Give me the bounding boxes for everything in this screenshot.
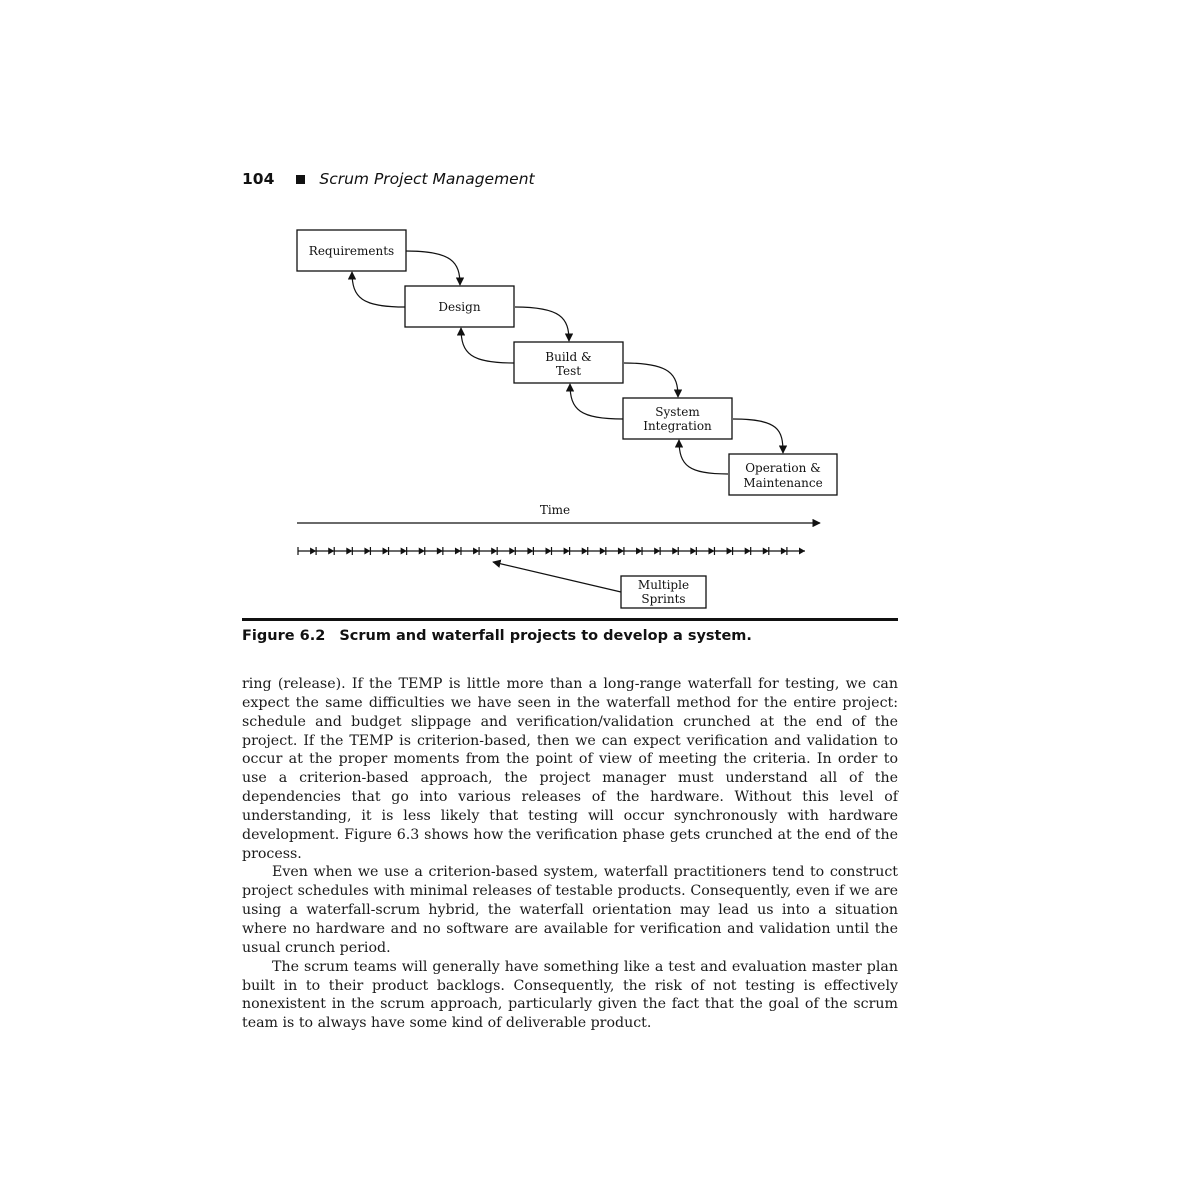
sprint-segment [769,547,787,555]
sprint-sequence [298,547,805,555]
sprint-segment [733,547,751,555]
sprint-segment [606,547,624,555]
stage-build-test-label-line1: Build & [545,350,592,364]
sprint-segment [660,547,678,555]
figure-rule [242,618,898,621]
multiple-sprints-box [621,576,706,608]
stage-integration-label-line1: System [655,405,700,419]
feedback-arrow-design-requirements [352,272,405,307]
figure-label: Figure 6.2 [242,628,326,644]
sprint-segment [479,547,497,555]
stage-operation-label-line1: Operation & [745,461,821,475]
sprint-segment [334,547,352,555]
figure-caption [242,628,752,644]
sprints-callout-arrow [493,562,621,592]
feedback-arrow-operation-integration [679,440,728,474]
sprint-segment [552,547,570,555]
stage-build-test [514,342,623,383]
forward-arrow-integration-operation [733,419,783,453]
sprint-segment [751,547,769,555]
sprint-segment [696,547,714,555]
sprint-segment [298,547,316,555]
stage-design [405,286,514,327]
stage-system-integration [623,398,732,439]
sprint-segment [443,547,461,555]
sprint-segment [570,547,588,555]
sprint-segment [678,547,696,555]
sprint-segment [642,547,660,555]
stage-design-label: Design [438,300,481,314]
time-label: Time [539,503,571,517]
stage-requirements [297,230,406,271]
book-title: Scrum Project Management [319,170,535,188]
sprints-label-line1: Multiple [637,578,690,592]
sprint-segment [714,547,732,555]
sprint-segment [588,547,606,555]
sprint-segment [624,547,642,555]
sprint-segment [461,547,479,555]
stage-build-test-label-line2: Test [555,364,582,378]
sprint-segment [515,547,533,555]
sprint-segment [425,547,443,555]
stage-integration-label-line2: Integration [643,419,712,433]
forward-arrow-requirements-design [406,251,460,285]
stage-requirements-label: Requirements [308,244,395,258]
sprint-segment [316,547,334,555]
sprint-segment [497,547,515,555]
sprint-segment [352,547,370,555]
forward-arrow-design-build [515,307,569,341]
sprint-segment [407,547,425,555]
body-text [242,675,898,1033]
stage-operation-maintenance [729,454,837,495]
sprint-segment [787,547,805,555]
forward-arrow-build-integration [624,363,678,397]
paragraph-2: Even when we use a criterion-based system, waterfall practitioners tend to construct project schedules with minimal releases of testable products. Consequently, even if we are using a waterfall-scrum hybrid, the waterfall orientation may lead us into a situation where no hardware and no software are available for verification and validation until the usual crunch period. [242,864,898,956]
page-number: 104 [242,170,275,188]
feedback-arrow-build-design [461,328,514,363]
feedback-arrow-integration-build [570,384,623,419]
sprints-label-line2: Sprints [641,592,686,606]
paragraph-3: The scrum teams will generally have something like a test and evaluation master plan built in to their product backlogs. Consequently, the risk of not testing is effectively nonexistent in the scrum approach, particularly given the fact that the goal of the scrum team is to always have some kind of deliverable product. [242,958,898,1032]
sprint-segment [389,547,407,555]
sprint-segment [370,547,388,555]
sprint-segment [533,547,551,555]
paragraph-1: ring (release). If the TEMP is little more than a long-range waterfall for testing, we can expect the same difficulties we have seen in the waterfall method for the entire project: schedule and budget slippage and verification/validation crunched at the end of the project. If the TEMP is criterion-based, then we can expect verification and validation to occur at the proper moments from the point of view of meeting the criteria. In order to use a criterion-based approach, the project manager must understand all of the dependencies that go into various releases of the hardware. Without this level of understanding, it is less likely that testing will occur synchronously with hardware development. Figure 6.3 shows how the verification phase gets crunched at the end of the process. [242,676,898,862]
stage-operation-label-line2: Maintenance [743,476,823,490]
figure-caption-text: Scrum and waterfall projects to develop a system. [339,628,752,644]
